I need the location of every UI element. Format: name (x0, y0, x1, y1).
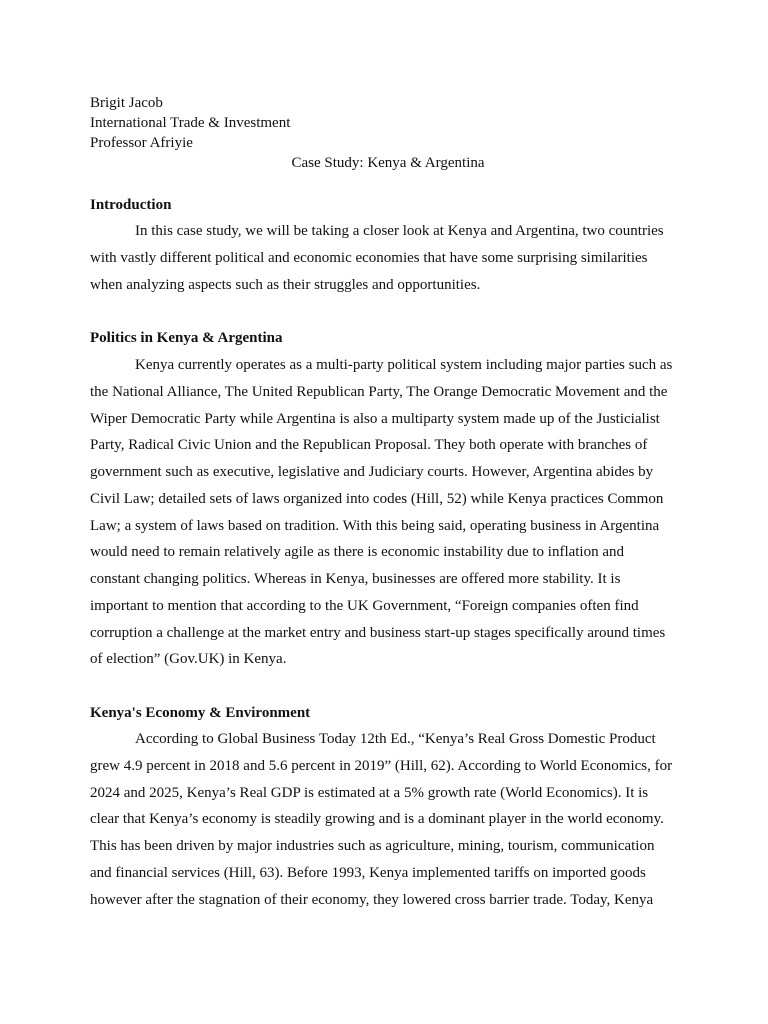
document-title: Case Study: Kenya & Argentina (291, 155, 485, 171)
paragraph-line: clear that Kenya’s economy is steadily growing and is a dominant player in the world economy. (90, 811, 664, 828)
paragraph-line: Civil Law; detailed sets of laws organized into codes (Hill, 52) while Kenya practices Common (90, 490, 664, 507)
paragraph-line: Law; a system of laws based on tradition. With this being said, operating business in Argentina (90, 517, 660, 534)
paragraph-line: In this case study, we will be taking a closer look at Kenya and Argentina, two countries (135, 223, 664, 239)
course-name: International Trade & Investment (90, 115, 291, 131)
paragraph-line: with vastly different political and economic economies that have some surprising similarities (90, 249, 648, 266)
paragraph-line: According to Global Business Today 12th Ed., “Kenya’s Real Gross Domestic Product (135, 731, 656, 747)
paragraph-line: the National Alliance, The United Republican Party, The Orange Democratic Movement and the (90, 383, 668, 400)
paragraph-line: however after the stagnation of their economy, they lowered cross barrier trade. Today, Kenya (90, 891, 654, 908)
section-body-politics (90, 352, 673, 673)
header-block (90, 93, 690, 153)
paragraph-line: 2024 and 2025, Kenya’s Real GDP is estimated at a 5% growth rate (World Economics). It is (90, 784, 649, 801)
paragraph-line: government such as executive, legislative and Judiciary courts. However, Argentina abides by (90, 464, 654, 480)
paragraph-line: when analyzing aspects such as their struggles and opportunities. (90, 276, 481, 293)
professor-name: Professor Afriyie (90, 135, 193, 151)
paragraph-line: Wiper Democratic Party while Argentina is also a multiparty system made up of the Justicialist (90, 410, 660, 427)
paragraph-line: Kenya currently operates as a multi-party political system including major parties such as (135, 357, 673, 373)
paragraph-line: would need to remain relatively agile as there is economic instability due to inflation and (90, 544, 625, 561)
section-body-introduction (90, 218, 670, 298)
section-heading-politics: Politics in Kenya & Argentina (90, 330, 283, 346)
paragraph-line: of election” (Gov.UK) in Kenya. (90, 651, 287, 668)
paragraph-line: corruption a challenge at the market entry and business start-up stages specifically around times (90, 624, 666, 641)
section-heading-introduction: Introduction (90, 197, 172, 213)
paragraph-line: Party, Radical Civic Union and the Republican Proposal. They both operate with branches of (90, 437, 648, 454)
paragraph-line: important to mention that according to the UK Government, “Foreign companies often find (90, 597, 639, 614)
author-name: Brigit Jacob (90, 95, 163, 111)
paragraph-line: and financial services (Hill, 63). Before 1993, Kenya implemented tariffs on imported goods (90, 864, 646, 881)
paragraph-line: This has been driven by major industries such as agriculture, mining, tourism, communication (90, 838, 655, 854)
section-body-kenya-economy (90, 726, 673, 913)
paragraph-line: grew 4.9 percent in 2018 and 5.6 percent in 2019” (Hill, 62). According to World Economics, for (90, 757, 673, 774)
paragraph-line: constant changing politics. Whereas in Kenya, businesses are offered more stability. It is (90, 571, 621, 587)
section-heading-kenya-economy: Kenya's Economy & Environment (90, 705, 311, 721)
